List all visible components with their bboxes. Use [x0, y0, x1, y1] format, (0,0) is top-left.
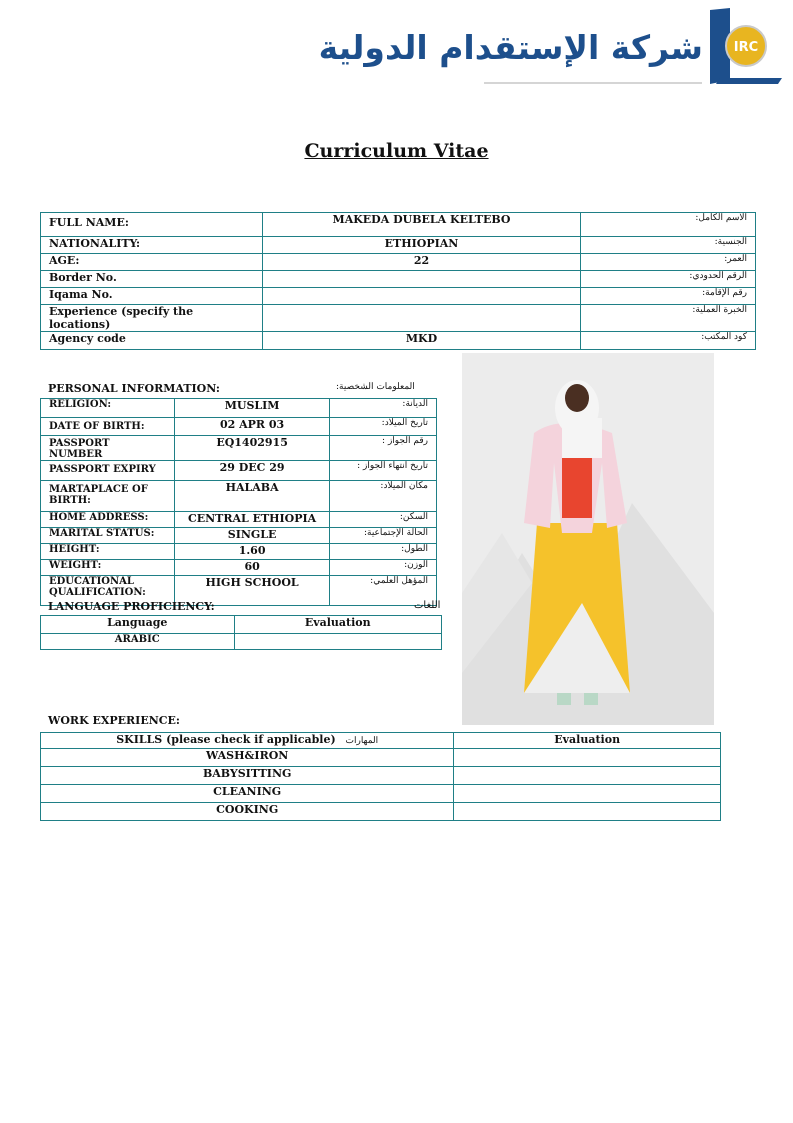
field-label: WEIGHT: — [41, 560, 175, 576]
field-value: 22 — [262, 254, 581, 271]
column-header: Evaluation — [454, 733, 721, 749]
work-experience-heading: WORK EXPERIENCE: — [48, 714, 180, 727]
field-label-ar: الخبرة العملية: — [581, 305, 756, 332]
field-label-ar: تاريخ الميلاد: — [330, 418, 437, 436]
skills-header-label-ar: المهارات — [345, 736, 379, 746]
skill-evaluation — [454, 803, 721, 821]
field-value: MAKEDA DUBELA KELTEBO — [262, 213, 581, 237]
table-row — [41, 399, 437, 418]
field-label-ar: رقم الإقامة: — [581, 288, 756, 305]
field-label-ar: رقم الجواز : — [330, 436, 437, 461]
field-value: EQ1402915 — [174, 436, 330, 461]
field-label-ar: الديانة: — [330, 399, 437, 418]
field-label-ar: تاريخ انتهاء الجواز : — [330, 461, 437, 481]
field-label: EDUCATIONAL QUALIFICATION: — [41, 576, 175, 606]
table-row — [41, 237, 756, 254]
skill-name: WASH&IRON — [41, 749, 454, 767]
field-value: 60 — [174, 560, 330, 576]
field-value: MUSLIM — [174, 399, 330, 418]
field-value — [262, 288, 581, 305]
skill-evaluation — [454, 767, 721, 785]
table-row — [41, 436, 437, 461]
logo-emblem-icon — [706, 8, 782, 88]
field-value: SINGLE — [174, 528, 330, 544]
language-evaluation — [234, 634, 441, 650]
skill-name: CLEANING — [41, 785, 454, 803]
field-label: MARITAL STATUS: — [41, 528, 175, 544]
field-label: Experience (specify the locations) — [41, 305, 263, 332]
field-value — [262, 271, 581, 288]
language-heading-ar: اللغات — [414, 600, 441, 611]
field-value: MKD — [262, 332, 581, 350]
main-info-table — [40, 212, 756, 350]
table-row — [41, 418, 437, 436]
field-label-ar: الوزن: — [330, 560, 437, 576]
field-value: CENTRAL ETHIOPIA — [174, 512, 330, 528]
table-row — [41, 332, 756, 350]
table-row — [41, 461, 437, 481]
field-label: Agency code — [41, 332, 263, 350]
skill-name: BABYSITTING — [41, 767, 454, 785]
table-row — [41, 767, 721, 785]
personal-info-heading-ar: المعلومات الشخصية: — [336, 382, 415, 392]
field-label: Iqama No. — [41, 288, 263, 305]
field-label: NATIONALITY: — [41, 237, 263, 254]
field-label: Border No. — [41, 271, 263, 288]
column-header: Language — [41, 616, 235, 634]
table-row — [41, 560, 437, 576]
field-label: PASSPORT EXPIRY — [41, 461, 175, 481]
table-row — [41, 803, 721, 821]
table-row — [41, 213, 756, 237]
field-label: FULL NAME: — [41, 213, 263, 237]
field-label-ar: الاسم الكامل: — [581, 213, 756, 237]
field-value: HIGH SCHOOL — [174, 576, 330, 606]
logo-underline — [484, 82, 702, 84]
language-name: ARABIC — [41, 634, 235, 650]
column-header: Evaluation — [234, 616, 441, 634]
field-label-ar: السكن: — [330, 512, 437, 528]
field-label: MARTAPLACE OF BIRTH: — [41, 481, 175, 512]
personal-info-heading: PERSONAL INFORMATION: — [48, 382, 220, 395]
table-row — [41, 528, 437, 544]
field-label-ar: الجنسية: — [581, 237, 756, 254]
table-row — [41, 481, 437, 512]
field-value: ETHIOPIAN — [262, 237, 581, 254]
skills-table — [40, 732, 721, 821]
column-header — [41, 733, 454, 749]
table-row — [41, 634, 442, 650]
field-label-ar: الرقم الحدودي: — [581, 271, 756, 288]
personal-info-table — [40, 398, 437, 606]
table-row — [41, 288, 756, 305]
language-table — [40, 615, 442, 650]
table-row — [41, 733, 721, 749]
skills-header-label: SKILLS (please check if applicable) — [116, 733, 336, 746]
table-row — [41, 785, 721, 803]
skill-name: COOKING — [41, 803, 454, 821]
field-label: RELIGION: — [41, 399, 175, 418]
field-value: 02 APR 03 — [174, 418, 330, 436]
field-label-ar: المؤهل العلمي: — [330, 576, 437, 606]
field-label-ar: الحالة الإجتماعية: — [330, 528, 437, 544]
company-logo — [318, 8, 782, 88]
candidate-photo-illustration — [462, 353, 714, 725]
skill-evaluation — [454, 749, 721, 767]
field-label-ar: العمر: — [581, 254, 756, 271]
table-row — [41, 544, 437, 560]
field-label: HOME ADDRESS: — [41, 512, 175, 528]
field-label: DATE OF BIRTH: — [41, 418, 175, 436]
field-label-ar: كود المكتب: — [581, 332, 756, 350]
field-value: 1.60 — [174, 544, 330, 560]
field-label: PASSPORT NUMBER — [41, 436, 175, 461]
page-title: Curriculum Vitae — [304, 140, 489, 162]
field-value: HALABA — [174, 481, 330, 512]
field-label-ar: مكان الميلاد: — [330, 481, 437, 512]
table-row — [41, 305, 756, 332]
field-label: AGE: — [41, 254, 263, 271]
candidate-photo — [462, 353, 714, 725]
field-value — [262, 305, 581, 332]
table-row — [41, 749, 721, 767]
table-row — [41, 254, 756, 271]
field-label-ar: الطول: — [330, 544, 437, 560]
company-arabic-name: شركة الإستقدام الدولية — [318, 28, 703, 67]
table-row — [41, 616, 442, 634]
language-heading: LANGUAGE PROFICIENCY: — [48, 600, 215, 613]
field-value: 29 DEC 29 — [174, 461, 330, 481]
table-row — [41, 512, 437, 528]
field-label: HEIGHT: — [41, 544, 175, 560]
table-row — [41, 271, 756, 288]
logo-badge-text: IRC — [733, 40, 759, 55]
skill-evaluation — [454, 785, 721, 803]
